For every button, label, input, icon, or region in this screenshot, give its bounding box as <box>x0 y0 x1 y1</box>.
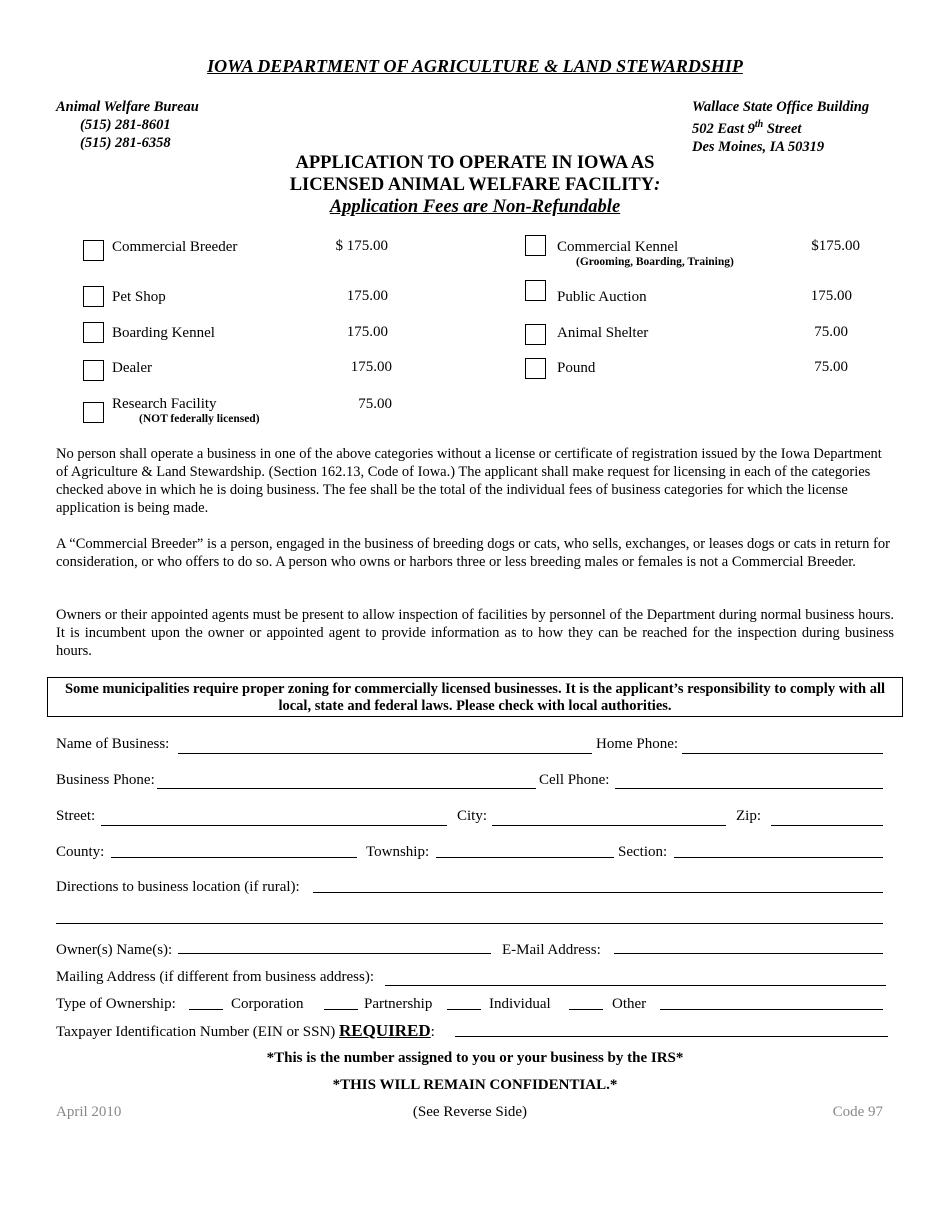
field-other-check[interactable] <box>569 1009 603 1010</box>
street-name: Street <box>763 120 802 137</box>
taxpayer-id-text: Taxpayer Identification Number (EIN or SSN) <box>56 1024 336 1040</box>
field-home-phone[interactable] <box>682 753 883 754</box>
bureau-phone-2: (515) 281-6358 <box>80 135 171 151</box>
label-zip: Zip: <box>736 808 761 824</box>
label-business-phone: Business Phone: <box>56 772 155 788</box>
note-research-facility: (NOT federally licensed) <box>139 413 260 425</box>
fee-research-facility: 75.00 <box>358 396 392 412</box>
label-pet-shop: Pet Shop <box>112 289 166 305</box>
label-commercial-breeder: Commercial Breeder <box>112 239 238 255</box>
title-colon: : <box>654 175 661 195</box>
field-zip[interactable] <box>771 825 883 826</box>
title-line-2-text: LICENSED ANIMAL WELFARE FACILITY <box>289 175 655 195</box>
checkbox-pet-shop[interactable] <box>83 286 104 307</box>
label-public-auction: Public Auction <box>557 289 647 305</box>
irs-note: *This is the number assigned to you or your business by the IRS* <box>266 1050 684 1066</box>
field-county[interactable] <box>111 857 357 858</box>
checkbox-boarding-kennel[interactable] <box>83 322 104 343</box>
label-partnership: Partnership <box>364 996 433 1012</box>
office-address <box>692 98 869 156</box>
confidential-note: *THIS WILL REMAIN CONFIDENTIAL.* <box>332 1077 618 1093</box>
checkbox-commercial-breeder[interactable] <box>83 240 104 261</box>
field-taxpayer-id[interactable] <box>455 1036 888 1037</box>
fee-animal-shelter: 75.00 <box>814 324 848 340</box>
inspection-paragraph: Owners or their appointed agents must be present to allow inspection of facilities by personnel of the Department during normal business hours. It is incumbent upon the owner or appointed agent to provide information as to how they can be reached for the inspection during business hours. <box>56 607 894 659</box>
label-mailing-address: Mailing Address (if different from business address): <box>56 969 374 985</box>
licensing-requirement-paragraph: No person shall operate a business in one of the above categories without a license or certificate of registration issued by the Iowa Department of Agriculture & Land Stewardship. (Section 162.13, Code of Iowa.) The applicant shall make request for licensing in each of the categories checked above in which he is doing business. The fee shall be the total of the individual fees of business categories for which the license application is being made. <box>56 446 882 516</box>
label-research-facility: Research Facility <box>112 396 217 412</box>
label-directions: Directions to business location (if rural): <box>56 879 300 895</box>
label-corporation: Corporation <box>231 996 304 1012</box>
form-date: April 2010 <box>56 1104 122 1120</box>
fees-non-refundable: Application Fees are Non-Refundable <box>329 197 621 217</box>
bureau-phone-1: (515) 281-8601 <box>80 117 171 133</box>
field-section[interactable] <box>674 857 883 858</box>
checkbox-animal-shelter[interactable] <box>525 324 546 345</box>
field-cell-phone[interactable] <box>615 788 883 789</box>
street-number: 502 East 9 <box>692 120 755 137</box>
label-type-of-ownership: Type of Ownership: <box>56 996 176 1012</box>
label-taxpayer-id <box>56 1022 435 1041</box>
label-section: Section: <box>618 844 668 860</box>
bureau-name: Animal Welfare Bureau <box>56 99 199 115</box>
field-corporation[interactable] <box>189 1009 223 1010</box>
label-email: E-Mail Address: <box>502 942 601 958</box>
checkbox-pound[interactable] <box>525 358 546 379</box>
field-street[interactable] <box>101 825 447 826</box>
fee-pound: 75.00 <box>814 359 848 375</box>
field-township[interactable] <box>436 857 614 858</box>
label-individual: Individual <box>489 996 551 1012</box>
title-line-1: APPLICATION TO OPERATE IN IOWA AS <box>295 153 655 173</box>
label-county: County: <box>56 844 105 860</box>
label-city: City: <box>457 808 488 824</box>
required-badge: REQUIRED <box>339 1021 431 1040</box>
field-email[interactable] <box>614 953 883 954</box>
label-commercial-kennel: Commercial Kennel <box>557 239 679 255</box>
label-street: Street: <box>56 808 96 824</box>
checkbox-dealer[interactable] <box>83 360 104 381</box>
zoning-notice: Some municipalities require proper zoning for commercially licensed businesses. It is the applicant’s responsibility to comply with all local, state and federal laws. Please check with local authorities. <box>47 677 903 717</box>
fee-commercial-breeder: $ 175.00 <box>335 238 388 254</box>
bureau-contact <box>56 98 199 152</box>
fee-boarding-kennel: 175.00 <box>346 324 388 340</box>
field-other[interactable] <box>660 1009 883 1010</box>
field-mailing-address[interactable] <box>385 985 886 986</box>
field-city[interactable] <box>492 825 726 826</box>
fee-dealer: 175.00 <box>350 359 392 375</box>
form-code: Code 97 <box>832 1104 883 1120</box>
label-township: Township: <box>366 844 430 860</box>
label-pound: Pound <box>557 360 596 376</box>
checkbox-commercial-kennel[interactable] <box>525 235 546 256</box>
field-individual[interactable] <box>447 1009 481 1010</box>
fee-commercial-kennel: $175.00 <box>811 238 860 254</box>
checkbox-public-auction[interactable] <box>525 280 546 301</box>
title-line-2 <box>0 174 950 196</box>
office-building: Wallace State Office Building <box>692 99 870 115</box>
field-directions-line-2[interactable] <box>56 923 883 924</box>
label-home-phone: Home Phone: <box>596 736 679 752</box>
label-name-of-business: Name of Business: <box>56 736 170 752</box>
taxpayer-colon: : <box>430 1024 435 1040</box>
label-cell-phone: Cell Phone: <box>539 772 610 788</box>
label-animal-shelter: Animal Shelter <box>557 325 649 341</box>
office-city: Des Moines, IA 50319 <box>692 138 825 155</box>
checkbox-research-facility[interactable] <box>83 402 104 423</box>
see-reverse-side: (See Reverse Side) <box>412 1104 528 1120</box>
label-dealer: Dealer <box>112 360 152 376</box>
commercial-breeder-definition-paragraph: A “Commercial Breeder” is a person, engaged in the business of breeding dogs or cats, who sells, exchanges, or leases dogs or cats in return for consideration, or who offers to do so. A person who owns or harbors three or less breeding males or females is not a Commercial Breeder. <box>56 536 890 570</box>
field-partnership[interactable] <box>324 1009 358 1010</box>
field-business-phone[interactable] <box>157 788 536 789</box>
label-owners-names: Owner(s) Name(s): <box>56 942 173 958</box>
note-commercial-kennel: (Grooming, Boarding, Training) <box>576 256 734 268</box>
office-street <box>692 116 869 138</box>
fee-public-auction: 175.00 <box>810 288 852 304</box>
field-name-of-business[interactable] <box>178 753 592 754</box>
application-title <box>0 152 950 218</box>
department-title: IOWA DEPARTMENT OF AGRICULTURE & LAND STEWARDSHIP <box>207 56 743 76</box>
label-boarding-kennel: Boarding Kennel <box>112 325 215 341</box>
field-directions[interactable] <box>313 892 883 893</box>
label-other: Other <box>612 996 647 1012</box>
field-owners-names[interactable] <box>178 953 491 954</box>
fee-pet-shop: 175.00 <box>346 288 388 304</box>
street-suffix: th <box>754 119 764 130</box>
